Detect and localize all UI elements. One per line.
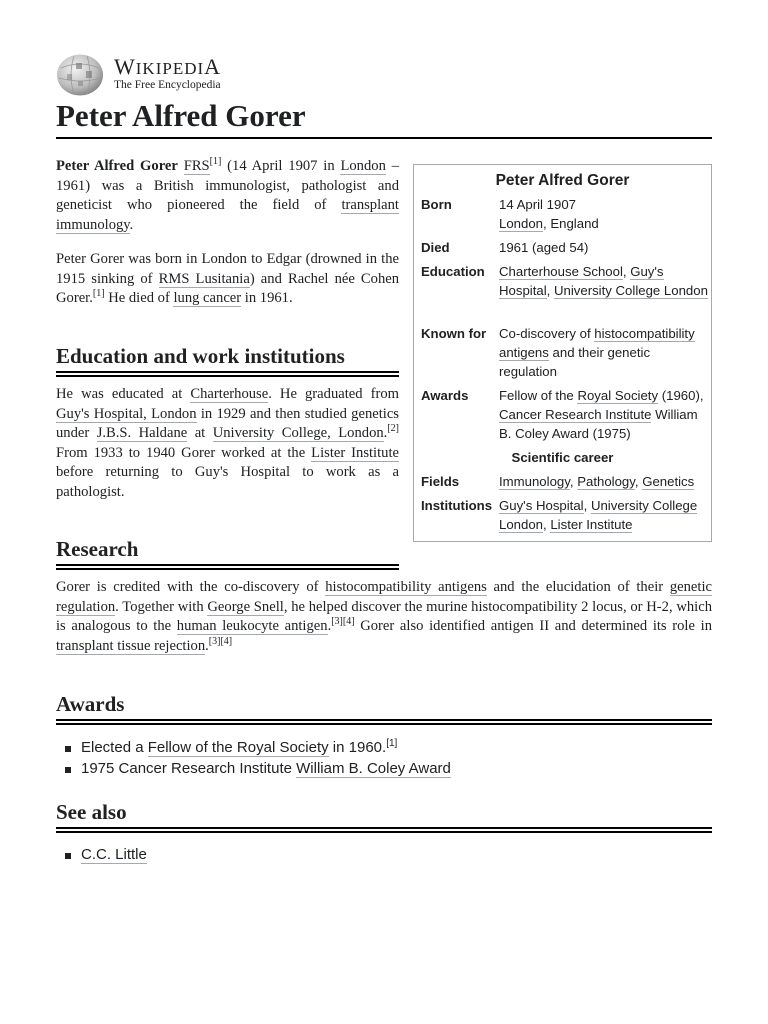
ref-1[interactable]: [1]	[92, 288, 105, 300]
section-divider	[56, 719, 712, 725]
infobox-value: Charterhouse School, Guy's Hospital, University College London	[499, 264, 708, 299]
wikipedia-logo[interactable]	[56, 53, 236, 97]
awards-list	[56, 737, 451, 779]
link-guys-hospital[interactable]: Guy's Hospital	[499, 264, 664, 299]
infobox-label: Died	[421, 240, 450, 255]
link-guys-hospital[interactable]: Guy's Hospital	[499, 498, 584, 513]
section-divider	[56, 827, 712, 833]
infobox-value: Co-discovery of histocompatibility antigens and their genetic regulation	[499, 326, 695, 380]
link-royal-society[interactable]: Royal Society	[577, 388, 659, 403]
infobox-value: Fellow of the Royal Society (1960), Cancer Research Institute William B. Coley Award (1975)	[499, 388, 704, 442]
link-cancer-research-institute[interactable]: Cancer Research Institute	[499, 407, 652, 423]
page-title: Peter Alfred Gorer	[56, 98, 306, 133]
link-histocompatibility-antigens[interactable]: histocompatibility antigens	[499, 326, 695, 361]
link-lister-institute[interactable]: Lister Institute	[550, 517, 633, 533]
link-lung-cancer[interactable]: lung cancer	[173, 290, 242, 306]
link-histocompatibility-antigens[interactable]: histocompatibility antigens	[325, 579, 487, 595]
infobox-title: Peter Alfred Gorer	[495, 172, 630, 189]
section-heading-see-also: See also	[56, 800, 127, 824]
infobox-value: 14 April 1907 London, England	[499, 197, 599, 232]
link-london[interactable]: London	[340, 158, 386, 174]
link-charterhouse-school[interactable]: Charterhouse School	[499, 264, 623, 279]
link-genetics[interactable]: Genetics	[642, 474, 695, 489]
research-paragraph: Gorer is credited with the co-discovery of histocompatibility antigens and the elucidation of their genetic regulation. Together with George Snell, he helped discover the murine histocompatibility 2 locus, or H-2, which is analogous to the human leukocyte antigen.[3][4] Gorer also identified antigen II and determined its role in transplant tissue rejection.[3][4]	[56, 579, 712, 654]
link-george-snell[interactable]: George Snell	[207, 598, 284, 615]
link-transplant-immunology[interactable]: transplant immunology	[56, 197, 399, 233]
list-item: Elected a Fellow of the Royal Society in 1960.[1]	[56, 737, 451, 758]
infobox-value: 1961 (aged 54)	[499, 240, 589, 255]
ref-1[interactable]: [1]	[386, 738, 398, 749]
infobox-subheader: Scientific career	[511, 450, 614, 465]
intro-paragraph: Peter Alfred Gorer FRS[1] (14 April 1907 in London – 1961) was a British immunologist, pathologist and geneticist who pioneered the field of transplant immunology.	[56, 156, 399, 233]
infobox	[413, 164, 712, 542]
wikipedia-tagline: The Free Encyclopedia	[114, 79, 221, 91]
infobox-label: Born	[421, 197, 452, 212]
link-immunology[interactable]: Immunology	[499, 474, 570, 489]
infobox-label: Education	[421, 264, 485, 279]
infobox-label: Known for	[421, 326, 487, 341]
see-also-list	[56, 844, 147, 865]
infobox-label: Fields	[421, 474, 460, 489]
infobox-label: Institutions	[421, 498, 493, 513]
link-fellow-royal-society[interactable]: Fellow of the Royal Society	[147, 739, 329, 756]
section-heading-research: Research	[56, 537, 139, 561]
link-transplant-tissue-rejection[interactable]: transplant tissue rejection	[56, 637, 206, 654]
wikipedia-wordmark: WIKIPEDIA	[114, 54, 222, 79]
link-genetic-regulation[interactable]: genetic regulation	[56, 579, 712, 615]
ref-2[interactable]: [2]	[387, 423, 399, 435]
link-rms-lusitania[interactable]: RMS Lusitania	[158, 270, 250, 287]
link-guys-hospital[interactable]: Guy's Hospital, London	[56, 405, 197, 422]
link-coley-award[interactable]: William B. Coley Award	[296, 760, 451, 777]
link-london[interactable]: London	[499, 216, 544, 232]
section-heading-awards: Awards	[56, 692, 125, 716]
link-pathology[interactable]: Pathology	[577, 474, 635, 489]
section-divider	[56, 564, 399, 570]
ref-3-4[interactable]: [3][4]	[331, 616, 355, 628]
list-item	[56, 844, 147, 865]
link-cc-little[interactable]: C.C. Little	[81, 846, 147, 863]
section-divider	[56, 371, 399, 377]
section-heading-education: Education and work institutions	[56, 344, 345, 368]
link-frs[interactable]: FRS	[183, 158, 210, 174]
biography-paragraph: Peter Gorer was born in London to Edgar (drowned in the 1915 sinking of RMS Lusitania) and Rachel née Cohen Gorer.[1] He died of lung cancer in 1961.	[56, 251, 400, 306]
ref-3-4[interactable]: [3][4]	[208, 635, 233, 647]
title-divider	[56, 137, 712, 139]
link-university-college[interactable]: University College, London	[212, 425, 384, 441]
link-charterhouse[interactable]: Charterhouse	[190, 386, 269, 402]
link-human-leukocyte-antigen[interactable]: human leukocyte antigen	[176, 618, 328, 634]
ref-1[interactable]: [1]	[209, 156, 222, 168]
wikipedia-globe-icon	[56, 54, 104, 96]
link-university-college-london[interactable]: University College London	[553, 283, 708, 299]
infobox-value: Immunology, Pathology, Genetics	[499, 474, 695, 489]
link-lister-institute[interactable]: Lister Institute	[311, 444, 399, 461]
infobox-value: Guy's Hospital, University College London, Lister Institute	[499, 498, 698, 533]
link-jbs-haldane[interactable]: J.B.S. Haldane	[96, 425, 188, 441]
education-paragraph: He was educated at Charterhouse. He graduated from Guy's Hospital, London in 1929 and then studied genetics under J.B.S. Haldane at University College, London.[2] From 1933 to 1940 Gorer worked at the Lister Institute before returning to Guy's Hospital to work as a pathologist.	[56, 386, 399, 500]
list-item: 1975 Cancer Research Institute William B. Coley Award	[56, 758, 451, 779]
link-university-college-london[interactable]: University College London	[499, 498, 698, 533]
infobox-label: Awards	[421, 388, 469, 403]
subject-name: Peter Alfred Gorer	[56, 158, 178, 174]
